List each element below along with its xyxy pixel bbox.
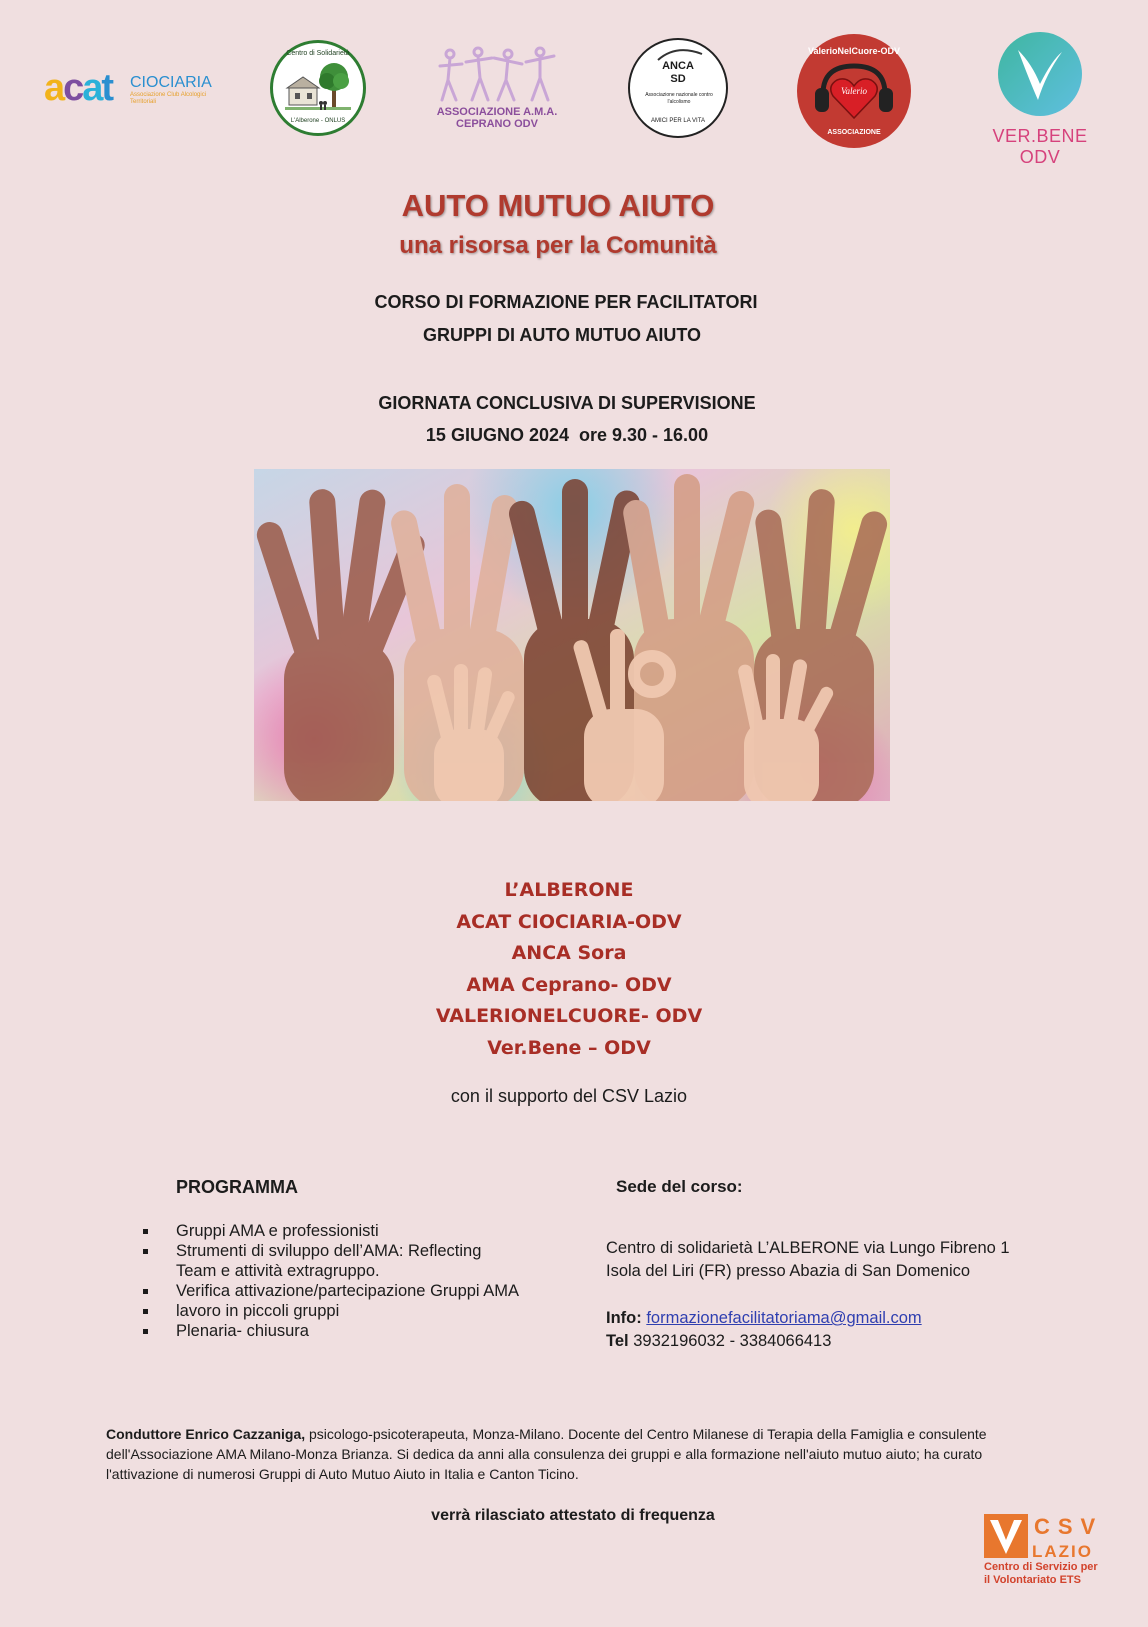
csv-v-mark-icon xyxy=(984,1514,1028,1558)
anca-logo-motto: AMICI PER LA VITA xyxy=(651,118,705,124)
programma-item: lavoro in piccoli gruppi xyxy=(140,1301,520,1321)
sede-address-line2: Isola del Liri (FR) presso Abazia di San Domenico xyxy=(606,1262,971,1280)
course-title-line1: CORSO DI FORMAZIONE PER FACILITATORI xyxy=(374,292,758,312)
valerio-logo-bottom-text: ASSOCIAZIONE xyxy=(827,129,881,136)
organizer-1: L’ALBERONE xyxy=(504,879,634,901)
anca-logo-title xyxy=(630,60,726,86)
programma-title: PROGRAMMA xyxy=(176,1177,298,1197)
sede-address-line1: Centro di solidarietà L’ALBERONE via Lungo Fibreno 1 xyxy=(606,1239,1010,1257)
alberone-logo xyxy=(270,40,366,136)
contact-info xyxy=(606,1307,922,1353)
ama-logo-text xyxy=(432,106,562,130)
ama-ceprano-logo xyxy=(432,46,562,136)
dancing-figures-icon xyxy=(436,46,558,104)
programma-list xyxy=(140,1221,520,1341)
anca-logo-subtitle: Associazione nazionale contro l'alcolismo xyxy=(645,92,713,105)
raised-hands-illustration xyxy=(254,469,890,801)
csv-logo-subtitle xyxy=(984,1561,1108,1587)
csv-logo-word: CSV xyxy=(1034,1514,1104,1539)
programma-item: Plenaria- chiusura xyxy=(140,1321,520,1341)
email-link[interactable]: formazionefacilitatoriama@gmail.com xyxy=(646,1309,922,1327)
programma-item: Gruppi AMA e professionisti xyxy=(140,1221,520,1241)
acat-wordmark: acat xyxy=(44,67,113,109)
anca-logo-title-line1: ANCA xyxy=(662,60,694,72)
v-leaf-icon xyxy=(996,30,1084,118)
anca-logo-title-line2: SD xyxy=(670,73,686,85)
organizer-2: ACAT CIOCIARIA-ODV xyxy=(456,911,682,933)
verbene-logo xyxy=(975,30,1105,167)
csv-lazio-logo xyxy=(982,1510,1108,1590)
valerio-nel-cuore-logo xyxy=(797,34,911,148)
csv-logo-region: LAZIO xyxy=(1032,1542,1093,1561)
main-subtitle: una risorsa per la Comunità xyxy=(399,232,717,259)
organizer-5: VALERIONELCUORE- ODV xyxy=(435,1005,703,1027)
alberone-logo-top-text: Centro di Solidarietà xyxy=(286,50,350,57)
alberone-logo-bottom-text: L'Alberone - ONLUS xyxy=(290,118,346,124)
organizer-6: Ver.Bene – ODV xyxy=(487,1037,651,1059)
phone-numbers: 3932196032 - 3384066413 xyxy=(633,1332,832,1350)
valerio-logo-top-text: ValerioNelCuore-ODV xyxy=(807,46,901,56)
csv-logo-subtitle-line2: il Volontariato ETS xyxy=(984,1574,1081,1586)
programma-item: Strumenti di sviluppo dell’AMA: Reflecting Team e attività extragruppo. xyxy=(140,1241,520,1281)
acat-logo-name: CIOCIARIA xyxy=(130,74,212,91)
valerio-logo-script: Valerio xyxy=(841,86,867,96)
info-label: Info: xyxy=(606,1309,642,1327)
sede-address xyxy=(606,1237,1066,1283)
anca-sd-logo xyxy=(628,38,728,138)
acat-ciociaria-logo xyxy=(44,68,219,110)
conductor-description: psicologo-psicoterapeuta, Monza-Milano. Docente del Centro Milanese di Terapia della Famiglia e consulente dell'Associazione AMA Milano-Monza Brianza. Si dedica da anni alla consulenza dei gruppi e alla formazione nell'aiuto mutuo aiuto; ha curato l'attivazione di numerosi Gruppi di Auto Mutuo Aiuto in Italia e Canton Ticino. xyxy=(106,1426,987,1482)
supervision-day-title: GIORNATA CONCLUSIVA DI SUPERVISIONE xyxy=(378,393,756,413)
verbene-logo-text: VER.BENE ODV xyxy=(992,126,1088,167)
sede-title: Sede del corso: xyxy=(616,1177,743,1196)
csv-logo-subtitle-line1: Centro di Servizio per xyxy=(984,1561,1098,1573)
hero-hands-image xyxy=(254,469,890,801)
organizer-3: ANCA Sora xyxy=(511,942,627,964)
course-title-line2: GRUPPI DI AUTO MUTUO AIUTO xyxy=(422,325,701,345)
programma-item: Verifica attivazione/partecipazione Gruppi AMA xyxy=(140,1281,520,1301)
event-date-time: 15 GIUGNO 2024 ore 9.30 - 16.00 xyxy=(425,425,709,445)
main-title: AUTO MUTUO AIUTO xyxy=(401,188,715,223)
ama-logo-line1: ASSOCIAZIONE A.M.A. xyxy=(436,106,558,118)
tel-label: Tel xyxy=(606,1332,629,1350)
organizer-4: AMA Ceprano- ODV xyxy=(466,974,672,996)
conductor-bio xyxy=(106,1424,1026,1484)
support-note: con il supporto del CSV Lazio xyxy=(450,1086,688,1106)
acat-logo-subtitle: Associazione Club Alcologici Territoriali xyxy=(130,92,207,105)
conductor-name: Conduttore Enrico Cazzaniga, xyxy=(106,1426,306,1442)
tree-and-house-icon xyxy=(285,57,351,115)
ama-logo-line2: CEPRANO ODV xyxy=(456,118,538,130)
certificate-note: verrà rilasciato attestato di frequenza xyxy=(431,1507,715,1524)
